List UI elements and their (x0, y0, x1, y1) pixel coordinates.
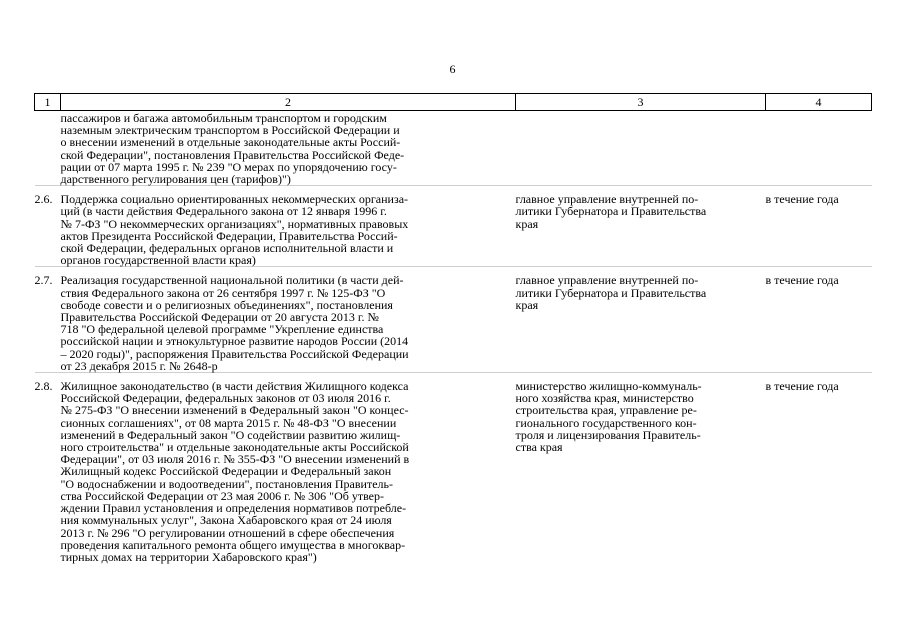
measures-table (34, 93, 872, 563)
header-col-4: 4 (766, 94, 872, 111)
row-number: 2.6. (34, 192, 53, 207)
row-text: Поддержка социально ориентированных некоммерческих организа- ций (в части действия Федерального закона от 12 января 1996 г. № 7-ФЗ "О некоммерческих организациях", нормативных правовых актов Президента Российской Федерации, Правительства Россий- ской Федерации, федеральных органов исполнительной власти и органов государственной власти края) (60, 192, 409, 268)
row-term (766, 111, 872, 186)
row-text: Жилищное законодательство (в части действия Жилищного кодекса Российской Федерации, федеральных законов от 03 июля 2016 г. № 275-ФЗ "О внесении изменений в Федеральный закон "О концес- сионных соглашениях", от 08 марта 2015 г. № 48-ФЗ "О внесении изменений в Федеральный закон "О содействии развитию жилищ- ного строительства" и отдельные законодательные акты Российской Федерации", от 03 июля 2016 г. № 355-ФЗ "О внесении изменений в Жилищный кодекс Российской Федерации и Федеральный закон "О водоснабжении и водоотведении", постановления Правитель- ства Российской Федерации от 23 мая 2006 г. № 306 "Об утвер- ждении Правил установления и определения нормативов потребле- ния коммунальных услуг", Закона Хабаровского края от 24 июля 2013 г. № 296 "О регулировании отношений в сфере обеспечения проведения капитального ремонта общего имущества в многоквар- тирных домах на территории Хабаровского края") (60, 379, 410, 564)
row-text: пассажиров и багажа автомобильным транспортом и городским наземным электрическим транспортом в Российской Федерации и о внесении изменений в отдельные законодательные акты Россий- ской Федерации", постановления Правительства Российской Феде- рации от 07 марта 1995 г. № 239 "О мерах по упорядочению госу- дарственного регулирования цен (тарифов)") (60, 111, 405, 187)
table-row (35, 373, 872, 563)
header-col-2: 2 (61, 94, 516, 111)
row-number (35, 111, 61, 186)
row-responsible: главное управление внутренней по- литики Губернатора и Правительства края (515, 192, 707, 231)
table-header (35, 94, 872, 111)
table-row (35, 111, 872, 186)
row-responsible: главное управление внутренней по- литики Губернатора и Правительства края (515, 273, 707, 312)
header-col-3: 3 (516, 94, 766, 111)
row-text: Реализация государственной национальной политики (в части дей- ствия Федерального закона от 26 сентября 1997 г. № 125-ФЗ "О свободе совести и о религиозных объединениях", постановления Правительства Российской Федерации от 20 августа 2013 г. № 718 "О федеральной целевой программе "Укрепление единства российской нации и этнокультурное развитие народов России (2014 – 2020 годы)", распоряжения Правительства Российской Федерации от 23 декабря 2015 г. № 2648-р (60, 273, 409, 373)
table-row (35, 186, 872, 267)
table-row (35, 267, 872, 372)
row-number: 2.8. (34, 379, 53, 394)
row-term: в течение года (765, 192, 839, 207)
header-col-1: 1 (35, 94, 61, 111)
row-term: в течение года (765, 379, 839, 394)
row-responsible: министерство жилищно-коммуналь- ного хозяйства края, министерство строительства края, управление ре- гионального государственного кон- троля и лицензирования Правитель- ства края (515, 379, 702, 455)
row-number: 2.7. (34, 273, 53, 288)
page-number: 6 (449, 62, 456, 76)
row-term: в течение года (765, 273, 839, 288)
